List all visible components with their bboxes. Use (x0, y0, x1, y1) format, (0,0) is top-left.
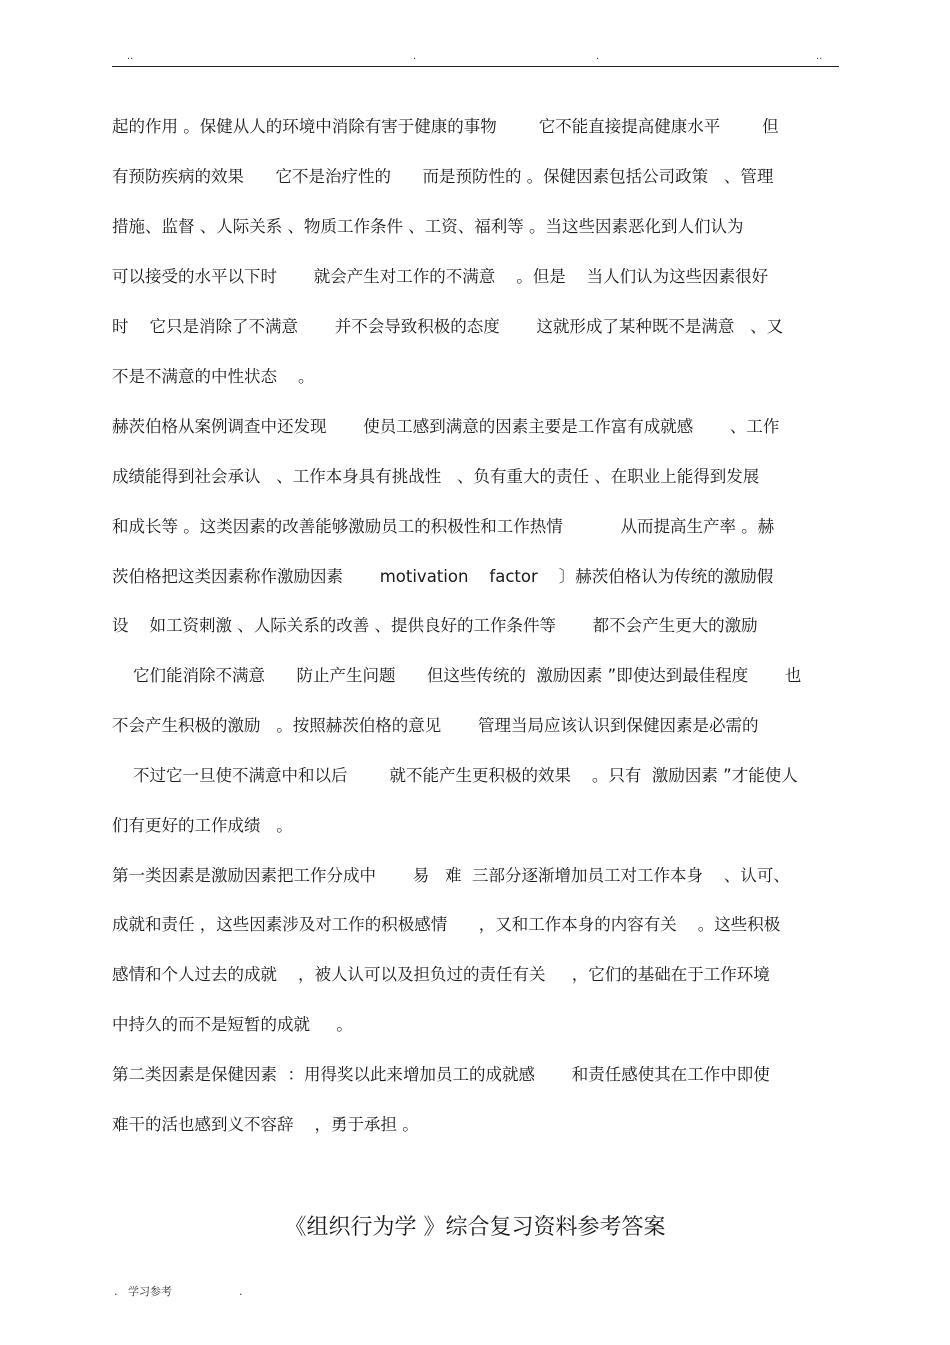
text-line: 可以接受的水平以下时 就会产生对工作的不满意 。但是 当人们认为这些因素很好 (112, 267, 769, 286)
text-line: 们有更好的工作成绩 。 (112, 816, 293, 835)
text-line: 不会产生积极的激励 。按照赫茨伯格的意见 管理当局应该认识到保健因素是必需的 (112, 716, 759, 735)
header-dots (0, 52, 950, 66)
text-line: 难干的活也感到义不容辞 ，勇于承担 。 (112, 1115, 419, 1134)
header-dot: .. (816, 51, 823, 62)
text-line: 有预防疾病的效果 它不是治疗性的 而是预防性的 。保健因素包括公司政策 、管理 (112, 167, 774, 186)
text-line: 不过它一旦使不满意中和以后 就不能产生更积极的效果 。只有 激励因素 ”才能使人 (112, 766, 798, 785)
text-line: 设 如工资刺激 、人际关系的改善 、提供良好的工作条件等 都不会产生更大的激励 (112, 616, 758, 635)
text-line: 茨伯格把这类因素称作激励因素 motivation factor 〕赫茨伯格认为传统的激励假 (112, 567, 774, 586)
text-line: 中持久的而不是短暂的成就 。 (112, 1015, 353, 1034)
text-line: 第一类因素是激励因素把工作分成中 易 难 三部分逐渐增加员工对工作本身 、认可、 (112, 866, 790, 885)
text-line: 不是不满意的中性状态 。 (112, 367, 315, 386)
footer-dot: . (114, 1285, 118, 1298)
header-dot: . (413, 51, 417, 62)
text-line: 起的作用 。保健从人的环境中消除有害于健康的事物 它不能直接提高健康水平 但 (112, 117, 779, 136)
document-title: 《组织行为学 》综合复习资料参考答案 (284, 1215, 666, 1240)
text-line: 它们能消除不满意 防止产生问题 但这些传统的 激励因素 ”即使达到最佳程度 也 (112, 666, 802, 685)
header-rule (112, 66, 839, 67)
footer-label: 学习参考 (128, 1285, 172, 1298)
header-dot: .. (127, 51, 134, 62)
page-footer (0, 1285, 950, 1301)
text-line: 和成长等 。这类因素的改善能够激励员工的积极性和工作热情 从而提高生产率 。赫 (112, 517, 775, 536)
text-line: 成绩能得到社会承认 、工作本身具有挑战性 、负有重大的责任 、在职业上能得到发展 (112, 467, 760, 486)
footer-dot: . (239, 1285, 243, 1298)
text-line: 感情和个人过去的成就 ，被人认可以及担负过的责任有关 ，它们的基础在于工作环境 (112, 965, 770, 984)
text-line: 第二类因素是保健因素 ：用得奖以此来增加员工的成就感 和责任感使其在工作中即使 (112, 1065, 770, 1084)
text-line: 措施、监督 、人际关系 、物质工作条件 、工资、福利等 。当这些因素恶化到人们认为 (112, 217, 744, 236)
text-line: 成就和责任 ，这些因素涉及对工作的积极感情 ，又和工作本身的内容有关 。这些积极 (112, 915, 781, 934)
text-line: 时 它只是消除了不满意 并不会导致积极的态度 这就形成了某种既不是满意 、又 (112, 317, 784, 336)
text-line: 赫茨伯格从案例调查中还发现 使员工感到满意的因素主要是工作富有成就感 、工作 (112, 417, 780, 436)
header-dot: . (596, 51, 600, 62)
